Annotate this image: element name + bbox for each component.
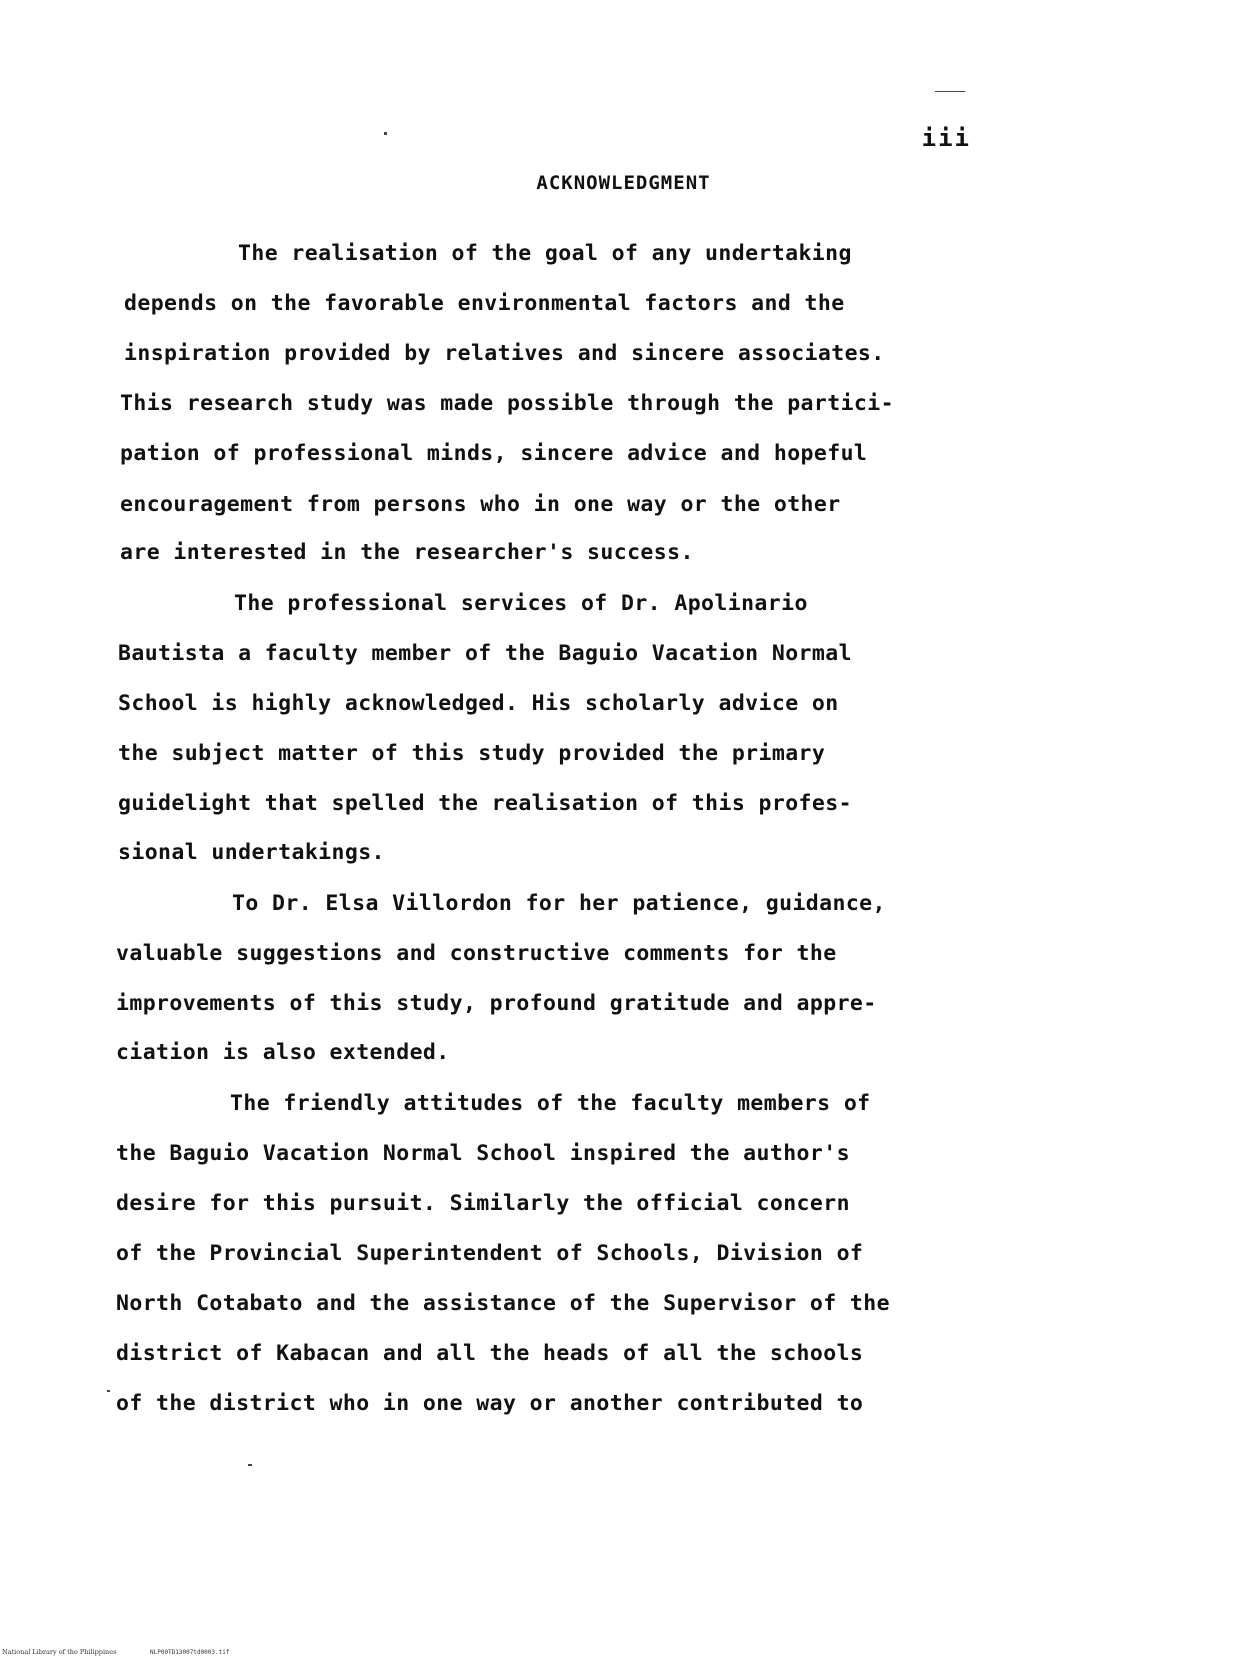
text-line: To Dr. Elsa Villordon for her patience, guidance,	[232, 891, 886, 916]
scan-speck	[248, 1464, 252, 1466]
scan-speck	[107, 1390, 110, 1392]
text-line: depends on the favorable environmental factors and the	[124, 291, 845, 316]
text-line: improvements of this study, profound gratitude and appre-	[116, 991, 877, 1016]
text-line: This research study was made possible through the partici-	[120, 391, 894, 416]
text-line: are interested in the researcher's success.	[120, 540, 694, 565]
footer-library-credit: National Library of the Philippines	[2, 1648, 117, 1656]
text-line: The friendly attitudes of the faculty members of	[230, 1091, 871, 1116]
text-line: The realisation of the goal of any undertaking	[238, 241, 852, 266]
text-line: guidelight that spelled the realisation of this profes-	[118, 791, 852, 816]
text-line: the Baguio Vacation Normal School inspired the author's	[116, 1141, 850, 1166]
text-line: district of Kabacan and all the heads of all the schools	[116, 1341, 864, 1366]
text-line: inspiration provided by relatives and sincere associates.	[124, 341, 885, 366]
text-line: encouragement from persons who in one way or the other	[120, 492, 841, 517]
footer-filename: NLP00TD13007td0003.tif	[150, 1649, 230, 1656]
scan-speck	[935, 91, 965, 92]
text-line: Bautista a faculty member of the Baguio Vacation Normal	[118, 641, 852, 666]
text-line: The professional services of Dr. Apolinario	[234, 591, 808, 616]
text-line: ciation is also extended.	[116, 1040, 450, 1065]
text-line: of the district who in one way or another contributed to	[116, 1391, 864, 1416]
page-number: iii	[921, 124, 971, 152]
text-line: School is highly acknowledged. His scholarly advice on	[118, 691, 839, 716]
text-line: sional undertakings.	[118, 840, 385, 865]
text-line: the subject matter of this study provided the primary	[118, 741, 826, 766]
text-line: desire for this pursuit. Similarly the official concern	[116, 1191, 850, 1216]
text-line: of the Provincial Superintendent of Schools, Division of	[116, 1241, 864, 1266]
scan-speck	[384, 132, 387, 135]
page-title: ACKNOWLEDGMENT	[536, 172, 711, 194]
text-line: valuable suggestions and constructive comments for the	[116, 941, 837, 966]
text-line: North Cotabato and the assistance of the Supervisor of the	[116, 1291, 890, 1316]
text-line: pation of professional minds, sincere advice and hopeful	[120, 441, 868, 466]
